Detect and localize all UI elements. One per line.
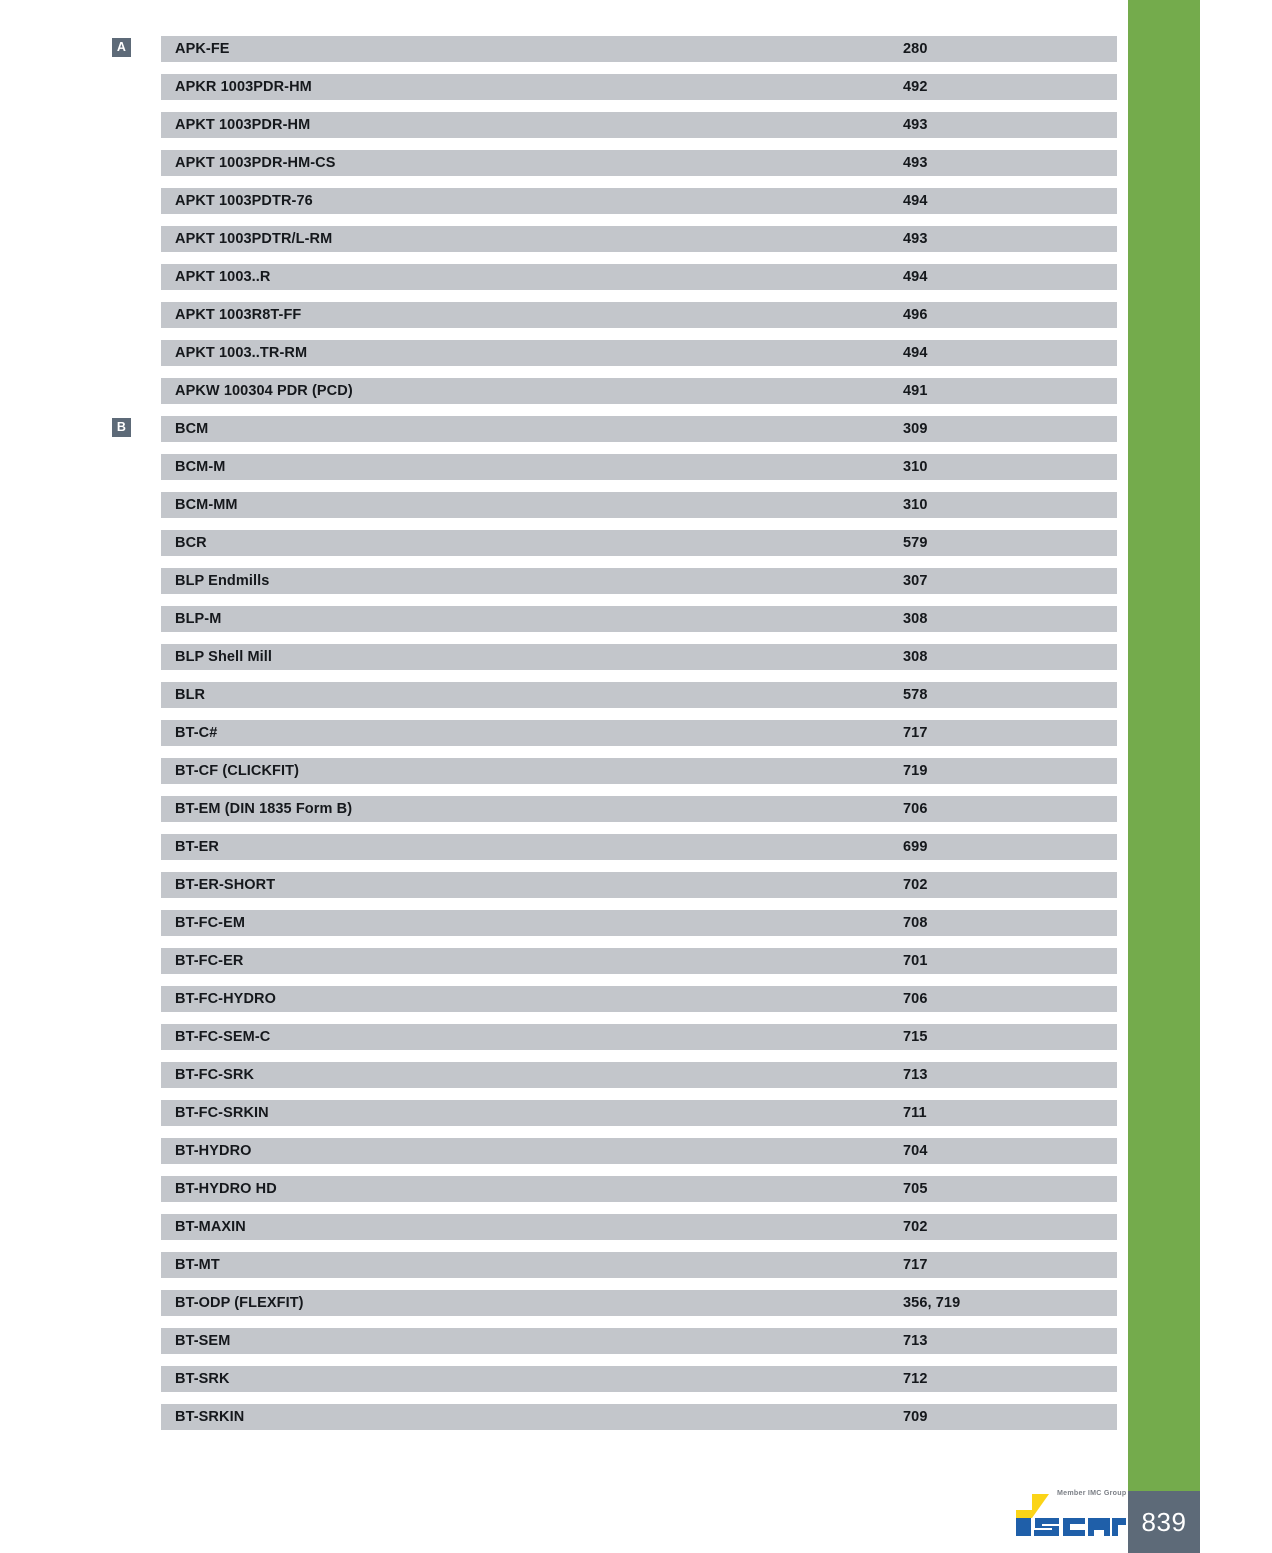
index-entry-page: 708 <box>903 915 928 931</box>
index-entry-name: APKT 1003PDR-HM <box>175 117 311 133</box>
index-row <box>0 910 1120 948</box>
alphabetical-index-list <box>0 36 1120 1442</box>
index-row <box>0 606 1120 644</box>
index-entry-bar[interactable] <box>161 36 1117 62</box>
index-entry-bar[interactable] <box>161 948 1117 974</box>
index-row <box>0 872 1120 910</box>
index-entry-name: APKT 1003..TR-RM <box>175 345 308 361</box>
index-entry-name: BCM <box>175 421 209 437</box>
index-entry-page: 310 <box>903 459 928 475</box>
index-entry-name: APKT 1003..R <box>175 269 271 285</box>
index-entry-name: BT-MAXIN <box>175 1219 246 1235</box>
index-entry-page: 308 <box>903 649 928 665</box>
index-entry-name: BT-C# <box>175 725 218 741</box>
index-row <box>0 644 1120 682</box>
index-row <box>0 36 1120 74</box>
index-entry-name: BT-HYDRO <box>175 1143 252 1159</box>
index-row <box>0 1290 1120 1328</box>
index-row <box>0 378 1120 416</box>
index-row <box>0 1214 1120 1252</box>
index-row <box>0 568 1120 606</box>
index-row <box>0 226 1120 264</box>
index-row <box>0 74 1120 112</box>
letter-badge-a: A <box>112 38 131 57</box>
index-entry-name: BT-ER-SHORT <box>175 877 276 893</box>
index-entry-name: BT-SRK <box>175 1371 230 1387</box>
index-row <box>0 758 1120 796</box>
index-entry-name: BT-FC-SEM-C <box>175 1029 271 1045</box>
index-entry-bar[interactable] <box>161 644 1117 670</box>
index-entry-name: BT-ER <box>175 839 219 855</box>
index-row <box>0 112 1120 150</box>
index-entry-page: 701 <box>903 953 928 969</box>
index-entry-bar[interactable] <box>161 1100 1117 1126</box>
index-row <box>0 150 1120 188</box>
index-entry-page: 712 <box>903 1371 928 1387</box>
index-entry-bar[interactable] <box>161 568 1117 594</box>
index-row <box>0 530 1120 568</box>
side-tab-alphabetical-index <box>1128 0 1253 1491</box>
index-entry-bar[interactable] <box>161 1366 1117 1392</box>
index-entry-name: BT-MT <box>175 1257 220 1273</box>
index-entry-page: 356, 719 <box>903 1295 961 1311</box>
index-entry-bar[interactable] <box>161 986 1117 1012</box>
index-entry-name: BT-FC-HYDRO <box>175 991 276 1007</box>
index-row <box>0 188 1120 226</box>
index-row <box>0 1252 1120 1290</box>
index-entry-page: 717 <box>903 725 928 741</box>
index-entry-page: 307 <box>903 573 928 589</box>
index-entry-page: 310 <box>903 497 928 513</box>
index-row <box>0 416 1120 454</box>
index-row <box>0 1062 1120 1100</box>
index-entry-name: APKT 1003PDTR/L-RM <box>175 231 333 247</box>
index-entry-name: APKT 1003PDTR-76 <box>175 193 313 209</box>
index-row <box>0 1024 1120 1062</box>
index-entry-bar[interactable] <box>161 1290 1117 1316</box>
index-entry-page: 493 <box>903 155 928 171</box>
index-entry-page: 280 <box>903 41 928 57</box>
index-entry-name: BLP-M <box>175 611 222 627</box>
index-entry-name: BLP Endmills <box>175 573 270 589</box>
index-entry-bar[interactable] <box>161 1138 1117 1164</box>
index-entry-page: 699 <box>903 839 928 855</box>
index-entry-bar[interactable] <box>161 188 1117 214</box>
index-entry-bar[interactable] <box>161 492 1117 518</box>
index-entry-bar[interactable] <box>161 1062 1117 1088</box>
index-entry-page: 496 <box>903 307 928 323</box>
index-row <box>0 1138 1120 1176</box>
index-entry-name: BT-FC-SRK <box>175 1067 255 1083</box>
index-entry-page: 705 <box>903 1181 928 1197</box>
index-entry-page: 493 <box>903 117 928 133</box>
index-entry-page: 706 <box>903 991 928 1007</box>
index-entry-name: APK-FE <box>175 41 230 57</box>
index-row <box>0 682 1120 720</box>
index-entry-name: BT-EM (DIN 1835 Form B) <box>175 801 353 817</box>
page-number-box: 839 <box>1128 1491 1200 1553</box>
index-entry-name: BT-CF (CLICKFIT) <box>175 763 300 779</box>
index-entry-bar[interactable] <box>161 1214 1117 1240</box>
index-row <box>0 454 1120 492</box>
index-entry-page: 493 <box>903 231 928 247</box>
index-entry-name: BCM-M <box>175 459 226 475</box>
index-row <box>0 1176 1120 1214</box>
index-entry-page: 709 <box>903 1409 928 1425</box>
index-entry-name: APKR 1003PDR-HM <box>175 79 312 95</box>
index-entry-name: BT-FC-EM <box>175 915 246 931</box>
index-entry-name: BCR <box>175 535 207 551</box>
index-entry-name: BLR <box>175 687 206 703</box>
index-entry-page: 494 <box>903 269 928 285</box>
index-entry-page: 719 <box>903 763 928 779</box>
index-entry-page: 309 <box>903 421 928 437</box>
index-entry-bar[interactable] <box>161 720 1117 746</box>
index-entry-name: APKW 100304 PDR (PCD) <box>175 383 353 399</box>
index-entry-name: BT-FC-SRKIN <box>175 1105 269 1121</box>
index-entry-page: 706 <box>903 801 928 817</box>
side-tab-label: ALPHABETICAL INDEX <box>1218 74 1253 436</box>
index-entry-name: BT-HYDRO HD <box>175 1181 277 1197</box>
index-entry-bar[interactable] <box>161 1404 1117 1430</box>
index-entry-page: 702 <box>903 877 928 893</box>
index-row <box>0 340 1120 378</box>
index-row <box>0 1100 1120 1138</box>
index-entry-bar[interactable] <box>161 378 1117 404</box>
index-entry-bar[interactable] <box>161 264 1117 290</box>
index-entry-bar[interactable] <box>161 150 1117 176</box>
index-entry-name: BLP Shell Mill <box>175 649 273 665</box>
index-entry-name: BT-FC-ER <box>175 953 244 969</box>
index-entry-bar[interactable] <box>161 606 1117 632</box>
index-entry-bar[interactable] <box>161 682 1117 708</box>
index-entry-bar[interactable] <box>161 416 1117 442</box>
index-entry-bar[interactable] <box>161 74 1117 100</box>
logo-member-line: Member IMC Group <box>1057 1489 1127 1497</box>
index-entry-bar[interactable] <box>161 302 1117 328</box>
index-entry-bar[interactable] <box>161 226 1117 252</box>
index-entry-name: BT-SRKIN <box>175 1409 245 1425</box>
index-entry-page: 494 <box>903 345 928 361</box>
index-entry-bar[interactable] <box>161 1024 1117 1050</box>
index-entry-page: 713 <box>903 1067 928 1083</box>
iscar-wordmark-icon <box>1008 1494 1126 1536</box>
index-entry-name: BT-ODP (FLEXFIT) <box>175 1295 304 1311</box>
index-row <box>0 1404 1120 1442</box>
index-entry-bar[interactable] <box>161 872 1117 898</box>
index-row <box>0 492 1120 530</box>
index-entry-page: 715 <box>903 1029 928 1045</box>
index-entry-bar[interactable] <box>161 112 1117 138</box>
index-entry-page: 704 <box>903 1143 928 1159</box>
index-entry-page: 717 <box>903 1257 928 1273</box>
index-entry-bar[interactable] <box>161 530 1117 556</box>
index-entry-page: 713 <box>903 1333 928 1349</box>
index-entry-page: 491 <box>903 383 928 399</box>
index-entry-bar[interactable] <box>161 340 1117 366</box>
index-row <box>0 1366 1120 1404</box>
index-entry-bar[interactable] <box>161 758 1117 784</box>
index-row <box>0 720 1120 758</box>
index-entry-name: APKT 1003PDR-HM-CS <box>175 155 336 171</box>
index-entry-bar[interactable] <box>161 1176 1117 1202</box>
index-entry-bar[interactable] <box>161 834 1117 860</box>
index-row <box>0 302 1120 340</box>
index-entry-bar[interactable] <box>161 796 1117 822</box>
index-entry-page: 578 <box>903 687 928 703</box>
index-entry-page: 579 <box>903 535 928 551</box>
index-entry-bar[interactable] <box>161 1252 1117 1278</box>
index-entry-page: 494 <box>903 193 928 209</box>
index-entry-name: APKT 1003R8T-FF <box>175 307 302 323</box>
index-entry-bar[interactable] <box>161 910 1117 936</box>
index-row <box>0 834 1120 872</box>
iscar-logo <box>1008 1487 1126 1537</box>
index-entry-bar[interactable] <box>161 1328 1117 1354</box>
index-entry-page: 492 <box>903 79 928 95</box>
index-row <box>0 1328 1120 1366</box>
letter-badge-b: B <box>112 418 131 437</box>
index-row <box>0 948 1120 986</box>
index-row <box>0 796 1120 834</box>
index-entry-name: BCM-MM <box>175 497 238 513</box>
index-entry-name: BT-SEM <box>175 1333 231 1349</box>
index-entry-page: 308 <box>903 611 928 627</box>
index-row <box>0 986 1120 1024</box>
index-row <box>0 264 1120 302</box>
index-entry-page: 702 <box>903 1219 928 1235</box>
index-entry-bar[interactable] <box>161 454 1117 480</box>
index-entry-page: 711 <box>903 1105 927 1121</box>
